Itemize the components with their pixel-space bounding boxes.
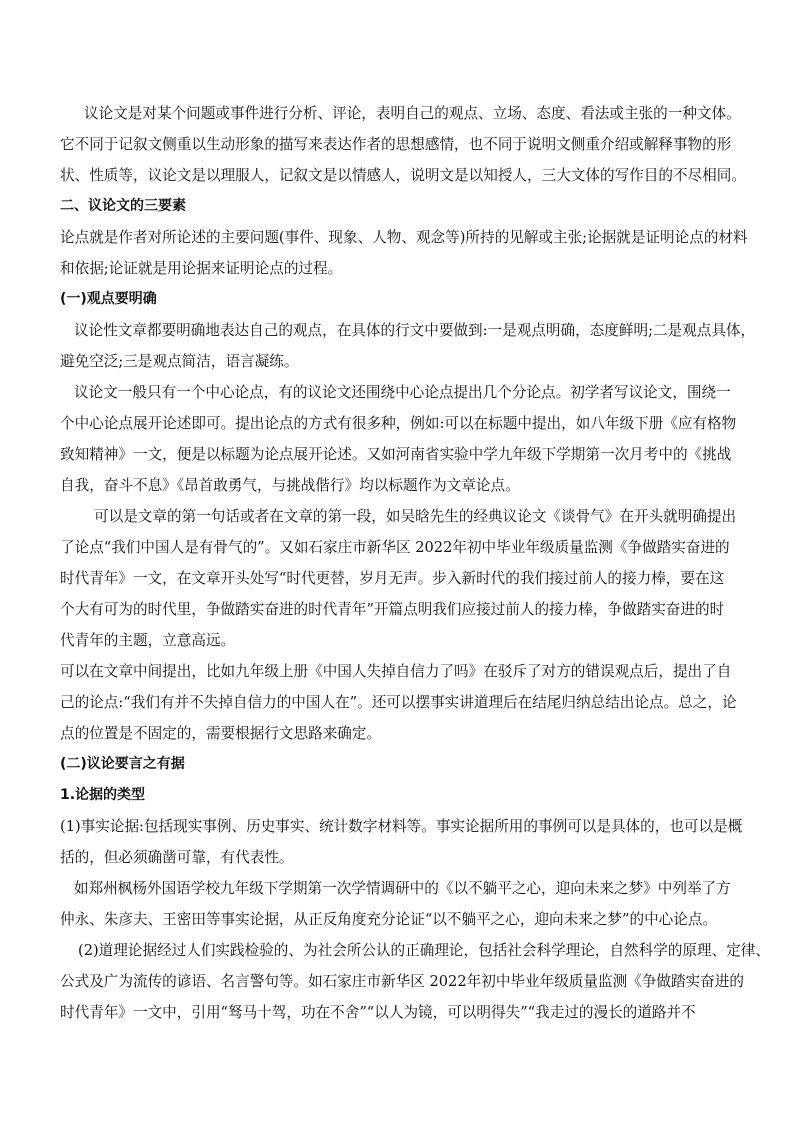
paragraph-line: 个中心论点展开论述即可。提出论点的方式有很多种，例如:可以在标题中提出，如八年级下册《应有格物 [60,415,737,432]
paragraph-line: 如郑州枫杨外国语学校九年级下学期第一次学情调研中的《以不躺平之心，迎向未来之梦》中列举了方 [74,880,731,897]
paragraph-line: 可以在文章中间提出，比如九年级上册《中国人失掉自信力了吗》在驳斥了对方的错误观点后，提出了自 [60,663,732,680]
section-heading: 二、议论文的三要素 [60,198,186,214]
paragraph-line: 可以是文章的第一句话或者在文章的第一段，如吴晗先生的经典议论文《谈骨气》在开头就明确提出 [94,508,737,525]
paragraph-line: 状、性质等，议论文是以理服人，记叙文是以情感人，说明文是以知授人，三大文体的写作目的不尽相同。 [60,167,746,184]
subsection-heading: (二)议论要言之有据 [60,756,185,772]
paragraph-line: (1)事实论据:包括现实事例、历史事实、统计数字材料等。事实论据所用的事例可以是具体的，也可以是概 [60,818,743,835]
paragraph-line: 议论文是对某个问题或事件进行分析、评论，表明自己的观点、立场、态度、看法或主张的一种文体。 [84,105,741,122]
paragraph-line: 它不同于记叙文侧重以生动形象的描写来表达作者的思想感情，也不同于说明文侧重介绍或解释事物的形 [60,136,732,153]
paragraph-line: 和依据;论证就是用论据来证明论点的过程。 [60,260,343,277]
paragraph-line: 议论性文章都要明确地表达自己的观点，在具体的行文中要做到:一是观点明确，态度鲜明;二是观点具体， [74,322,756,339]
paragraph-line: 己的论点:“我们有并不失掉自信力的中国人在”。还可以摆事实讲道理后在结尾归纳总结出论点。总之，论 [60,694,737,711]
paragraph-line: 公式及广为流传的谚语、名言警句等。如石家庄市新华区 2022年初中毕业年级质量监测《争做踏实奋进的 [60,973,744,990]
paragraph-line: 括的，但必须确凿可靠，有代表性。 [60,849,294,866]
paragraph-line: 避免空泛;三是观点简洁，语言凝练。 [60,353,299,370]
paragraph-line: 时代青年》一文中，引用“驽马十驾，功在不舍”“以人为镜，可以明得失”“我走过的漫长的道路并不 [60,1004,696,1021]
subsection-heading: (一)观点要明确 [60,291,157,307]
paragraph-line: (2)道理论据经过人们实践检验的、为社会所公认的正确理论，包括社会科学理论，自然科学的原理、定律、 [78,942,770,959]
paragraph-line: 仲永、朱彦夫、王密田等事实论据，从正反角度充分论证“以不躺平之心，迎向未来之梦”的中心论点。 [60,911,718,928]
paragraph-line: 论点就是作者对所论述的主要问题(事件、现象、人物、观念等)所持的见解或主张;论据就是证明论点的材料 [60,229,748,246]
paragraph-line: 了论点“我们中国人是有骨气的”。又如石家庄市新华区 2022年初中毕业年级质量监测《争做踏实奋进的 [60,539,730,556]
subsection-heading: 1.论据的类型 [60,787,146,803]
paragraph-line: 议论文一般只有一个中心论点，有的议论文还围绕中心论点提出几个分论点。初学者写议论文，围绕一 [74,384,731,401]
paragraph-line: 点的位置是不固定的，需要根据行文思路来确定。 [60,725,382,742]
paragraph-line: 时代青年》一文，在文章开头处写“时代更替，岁月无声。步入新时代的我们接过前人的接力棒，要在这 [60,570,725,587]
paragraph-line: 自我，奋斗不息》《昂首敢勇气，与挑战偕行》均以标题作为文章论点。 [60,477,520,494]
paragraph-line: 个大有可为的时代里，争做踏实奋进的时代青年”开篇点明我们应接过前人的接力棒，争做踏实奋进的时 [60,601,725,618]
paragraph-line: 致知精神》一文，便是以标题为论点展开论述。又如河南省实验中学九年级下学期第一次月考中的《挑战 [60,446,732,463]
paragraph-line: 代青年的主题，立意高远。 [60,632,236,649]
